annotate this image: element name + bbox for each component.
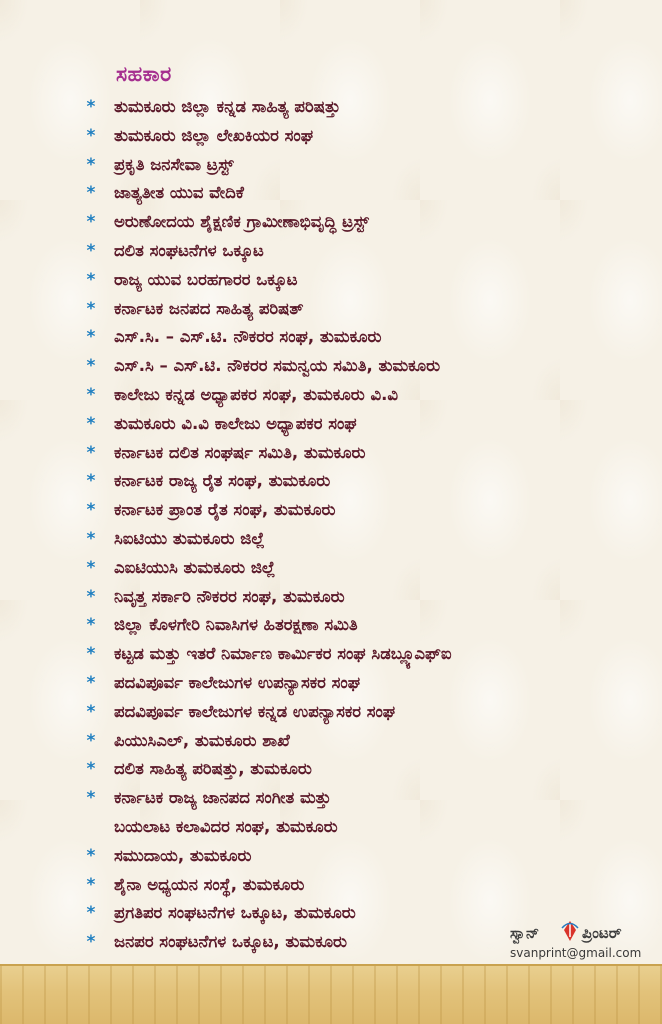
collaborators-list: [0, 93, 662, 957]
list-item: [0, 554, 662, 583]
list-item-text: ಕರ್ನಾಟಕ ರಾಜ್ಯ ಜಾನಪದ ಸಂಗೀತ ಮತ್ತು: [114, 788, 332, 808]
bullet-icon: *: [86, 932, 96, 953]
list-item-text: ಎಐಟಿಯುಸಿ ತುಮಕೂರು ಜಿಲ್ಲೆ: [114, 557, 276, 577]
list-item: [0, 381, 662, 410]
list-item-text: ತುಮಕೂರು ಜಿಲ್ಲಾ ಲೇಖಕಿಯರ ಸಂಘ: [114, 125, 314, 145]
list-item-text: ಪ್ರಕೃತಿ ಜನಸೇವಾ ಟ್ರಸ್ಟ್: [114, 154, 234, 174]
list-item: [0, 755, 662, 784]
list-item-text: ಸಿಐಟಿಯು ತುಮಕೂರು ಜಿಲ್ಲೆ: [114, 528, 265, 548]
bullet-icon: *: [86, 125, 96, 146]
list-item-text: ಶೈನಾ ಅಧ್ಯಯನ ಸಂಸ್ಥೆ, ತುಮಕೂರು: [114, 874, 305, 894]
list-item-text: ಪದವಿಪೂರ್ವ ಕಾಲೇಜುಗಳ ಉಪನ್ಯಾಸಕರ ಸಂಘ: [114, 672, 361, 692]
bullet-icon: *: [86, 586, 96, 607]
bullet-icon: *: [86, 183, 96, 204]
list-item-text: ಅರುಣೋದಯ ಶೈಕ್ಷಣಿಕ ಗ್ರಾಮೀಣಾಭಿವೃದ್ಧಿ ಟ್ರಸ್ಟ್: [114, 212, 369, 232]
list-item: [0, 237, 662, 266]
list-item: [0, 496, 662, 525]
bullet-icon: *: [86, 615, 96, 636]
list-item: [0, 410, 662, 439]
list-item-text: ಕರ್ನಾಟಕ ದಲಿತ ಸಂಘರ್ಷ ಸಮಿತಿ, ತುಮಕೂರು: [114, 442, 366, 462]
list-item-text: ರಾಜ್ಯ ಯುವ ಬರಹಗಾರರ ಒಕ್ಕೂಟ: [114, 269, 298, 289]
list-item: [0, 352, 662, 381]
list-item: [0, 784, 662, 813]
bullet-icon: *: [86, 97, 96, 117]
bullet-icon: *: [86, 356, 96, 377]
bullet-icon: *: [86, 845, 96, 866]
bullet-icon: *: [86, 471, 96, 492]
list-item-text: ಕಾಲೇಜು ಕನ್ನಡ ಅಧ್ಯಾಪಕರ ಸಂಘ, ತುಮಕೂರು ವಿ.ವಿ: [114, 384, 399, 404]
list-item: [0, 467, 662, 496]
bullet-icon: *: [86, 788, 96, 809]
bullet-icon: *: [86, 413, 96, 434]
bullet-icon: *: [86, 701, 96, 722]
list-item: [0, 727, 662, 756]
list-item-text: ನಿವೃತ್ತ ಸರ್ಕಾರಿ ನೌಕರರ ಸಂಘ, ತುಮಕೂರು: [114, 586, 345, 606]
list-item-text: ದಲಿತ ಸಂಘಟನೆಗಳ ಒಕ್ಕೂಟ: [114, 240, 264, 260]
list-item: [0, 208, 662, 237]
list-item: [0, 871, 662, 900]
list-item-text: ಕರ್ನಾಟಕ ಪ್ರಾಂತ ರೈತ ಸಂಘ, ತುಮಕೂರು: [114, 500, 336, 520]
bullet-icon: *: [86, 154, 96, 175]
bullet-icon: *: [86, 442, 96, 463]
bullet-icon: *: [86, 528, 96, 549]
bullet-icon: *: [86, 874, 96, 895]
contact-email: svanprint@gmail.com: [510, 946, 642, 960]
bullet-icon: *: [86, 557, 96, 578]
list-item: [0, 669, 662, 698]
list-item: [0, 439, 662, 468]
bullet-icon: *: [86, 500, 96, 521]
decorative-border: [0, 966, 662, 1024]
bullet-icon: *: [86, 269, 96, 290]
list-item-text: ಕಟ್ಟಡ ಮತ್ತು ಇತರೆ ನಿರ್ಮಾಣ ಕಾರ್ಮಿಕರ ಸಂಘ ಸಿಡಬ್ಲ್ಯೂಎಫ್ಐ: [114, 644, 452, 664]
bullet-icon: *: [86, 240, 96, 261]
list-item-text: ಪ್ರಗತಿಪರ ಸಂಘಟನೆಗಳ ಒಕ್ಕೂಟ, ತುಮಕೂರು: [114, 903, 356, 923]
list-item-text: ಬಯಲಾಟ ಕಲಾವಿದರ ಸಂಘ, ತುಮಕೂರು: [114, 816, 338, 836]
list-item-text: ಪದವಿಪೂರ್ವ ಕಾಲೇಜುಗಳ ಕನ್ನಡ ಉಪನ್ಯಾಸಕರ ಸಂಘ: [114, 701, 396, 721]
list-item: [0, 583, 662, 612]
list-item-text: ಸಮುದಾಯ, ತುಮಕೂರು: [114, 845, 252, 865]
list-item-text: ಎಸ್.ಸಿ – ಎಸ್.ಟಿ. ನೌಕರರ ಸಮನ್ವಯ ಸಮಿತಿ, ತುಮಕೂರು: [114, 356, 441, 376]
bullet-icon: *: [86, 298, 96, 319]
bullet-icon: *: [86, 644, 96, 665]
list-item: [0, 266, 662, 295]
list-item-text: ಎಸ್.ಸಿ. – ಎಸ್.ಟಿ. ನೌಕರರ ಸಂಘ, ತುಮಕೂರು: [114, 327, 382, 347]
list-item: [0, 93, 662, 122]
bullet-icon: *: [86, 384, 96, 405]
list-item-text: ಪಿಯುಸಿಎಲ್, ತುಮಕೂರು ಶಾಖೆ: [114, 730, 290, 750]
list-item: [0, 323, 662, 352]
list-item: [0, 525, 662, 554]
list-item: [0, 151, 662, 180]
page-title: ಸಹಕಾರ: [116, 62, 172, 86]
list-item: [0, 842, 662, 871]
list-item-text: ಕರ್ನಾಟಕ ಜನಪದ ಸಾಹಿತ್ಯ ಪರಿಷತ್: [114, 298, 304, 318]
list-item-text: ಜಿಲ್ಲಾ ಕೊಳಗೇರಿ ನಿವಾಸಿಗಳ ಹಿತರಕ್ಷಣಾ ಸಮಿತಿ: [114, 615, 358, 635]
list-item: [0, 122, 662, 151]
list-item-text: ತುಮಕೂರು ವಿ.ವಿ ಕಾಲೇಜು ಅಧ್ಯಾಪಕರ ಸಂಘ: [114, 413, 357, 433]
bullet-icon: *: [86, 212, 96, 233]
bullet-icon: *: [86, 327, 96, 348]
list-item: [0, 179, 662, 208]
list-item-continuation: [0, 813, 662, 842]
list-item-text: ತುಮಕೂರು ಜಿಲ್ಲಾ ಕನ್ನಡ ಸಾಹಿತ್ಯ ಪರಿಷತ್ತು: [114, 97, 341, 116]
list-item-text: ದಲಿತ ಸಾಹಿತ್ಯ ಪರಿಷತ್ತು, ತುಮಕೂರು: [114, 759, 312, 779]
bullet-icon: *: [86, 730, 96, 751]
list-item-text: ಜಾತ್ಯತೀತ ಯುವ ವೇದಿಕೆ: [114, 183, 244, 203]
logo-name-right: ಪ್ರಿಂಟರ್: [582, 924, 622, 942]
printer-logo: [510, 924, 640, 964]
list-item: [0, 295, 662, 324]
list-item: [0, 640, 662, 669]
list-item: [0, 698, 662, 727]
list-item: [0, 611, 662, 640]
bullet-icon: *: [86, 672, 96, 693]
pen-nib-icon: [560, 920, 580, 942]
bullet-icon: *: [86, 759, 96, 780]
list-item-text: ಕರ್ನಾಟಕ ರಾಜ್ಯ ರೈತ ಸಂಘ, ತುಮಕೂರು: [114, 471, 331, 491]
logo-name-left: ಸ್ವಾನ್: [510, 924, 540, 942]
list-item-text: ಜನಪರ ಸಂಘಟನೆಗಳ ಒಕ್ಕೂಟ, ತುಮಕೂರು: [114, 932, 348, 952]
bullet-icon: *: [86, 903, 96, 924]
